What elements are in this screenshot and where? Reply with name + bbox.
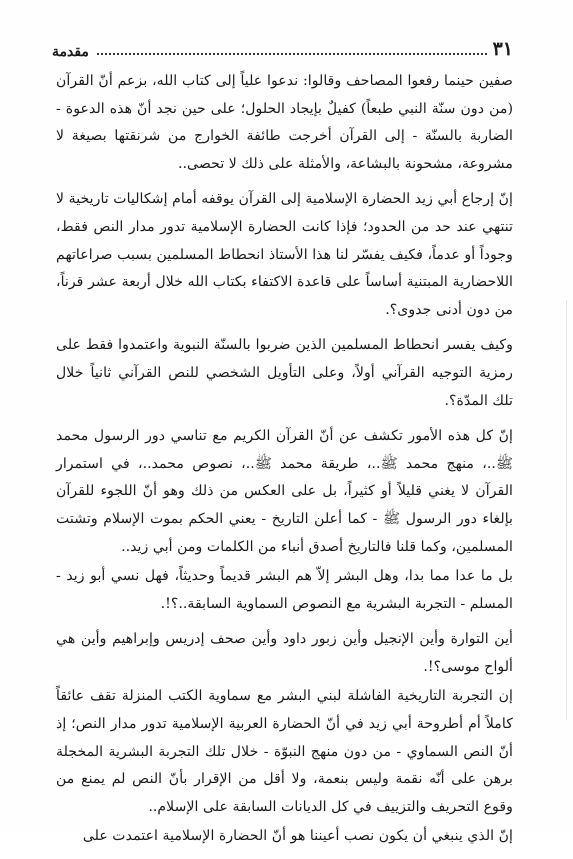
header-dotted-leader — [97, 53, 487, 55]
paragraph: أين التوارة وأين الإنجيل وأين زبور داود وأين صحف إدريس وإبراهيم وأين هي ألواح موسى؟!. — [56, 631, 513, 675]
paragraph: إنّ كل هذه الأمور تكشف عن أنّ القرآن الكريم مع تناسي دور الرسول محمد ﷺ..، منهج محمد ﷺ..، طريقة محمد ﷺ..، نصوص محمد..، في استمرار القرآن لا يغني قليلاً أو كثيراً، بل على العكس من ذلك وهو أنّ اللجوء للقرآن بإلغاء دور الرسول ﷺ - كما أعلن التاريخ - يعني الحكم بموت الإسلام وتشتت المسلمين، وكما قلنا فالتاريخ أصدق أنباء من الكلمات ومن أبي زيد.. — [56, 428, 513, 555]
running-header — [52, 36, 513, 60]
page-number: ٣١ — [492, 38, 513, 60]
paragraph: وكيف يفسر انحطاط المسلمين الذين ضربوا بالسنّة النبوية واعتمدوا فقط على رمزية التوجيه القرآني أولاً، وعلى التأويل الشخصي للنص القرآني ثانياً خلال تلك المدّة؟. — [56, 337, 513, 409]
paragraph: صفين حينما رفعوا المصاحف وقالوا: ندعوا علياً إلى كتاب الله، بزعم أنّ القرآن (من دون سنّة النبي طبعاً) كفيلٌ بإيجاد الحلول؛ على حين نجد أنّ هذه الدعوة - الضاربة بالسنّة - إلى القرآن أخرجت طائفة الخوارج من شرنقتها بصيغة لا مشروعة، مشحونة بالبشاعة، والأمثلة على ذلك لا تحصى.. — [56, 73, 513, 172]
page-body — [56, 68, 513, 859]
scan-edge-shadow — [566, 300, 567, 720]
paragraph: إن التجربة التاريخية الفاشلة لبني البشر مع سماوية الكتب المنزلة تقف عائقاً كاملاً أم أطروحة أبي زيد في أنّ الحضارة العربية الإسلامية تدور مدار النص؛ إذ أنّ النص السماوي - من دون منهج النبوّة - خلال تلك التجربة البشرية المخجلة برهن على أنّه نقمة وليس بنعمة، ولا أقل من الإقرار بأنّ النص لم يمنع من وقوع التحريف والتزييف في كل الديانات السابقة على الإسلام.. — [56, 688, 513, 815]
paragraph: بل ما عدا مما بدا، وهل البشر إلاّ هم البشر قديماً وحديثاً، فهل نسي أبو زيد - المسلم - التجربة البشرية مع النصوص السماوية السابقة..؟!. — [56, 568, 513, 612]
paragraph: إنّ إرجاع أبي زيد الحضارة الإسلامية إلى القرآن يوقفه أمام إشكاليات تاريخية لا تنتهي عند حد من الحدود؛ فإذا كانت الحضارة الإسلامية تدور مدار النص فقط، وجوداً أو عدماً، فكيف يفسّر لنا هذا الأستاذ انحطاط المسلمين بسبب صراعاتهم اللاحضارية المبتنية أساساً على قاعدة الاكتفاء بكتاب الله خلال أربعة عشر قرناً، من دون أدنى جدوى؟. — [56, 191, 513, 318]
section-title: مقدمة — [52, 44, 89, 60]
paragraph: إنّ الذي ينبغي أن يكون نصب أعيننا هو أنّ الحضارة الإسلامية اعتمدت على — [82, 828, 513, 845]
